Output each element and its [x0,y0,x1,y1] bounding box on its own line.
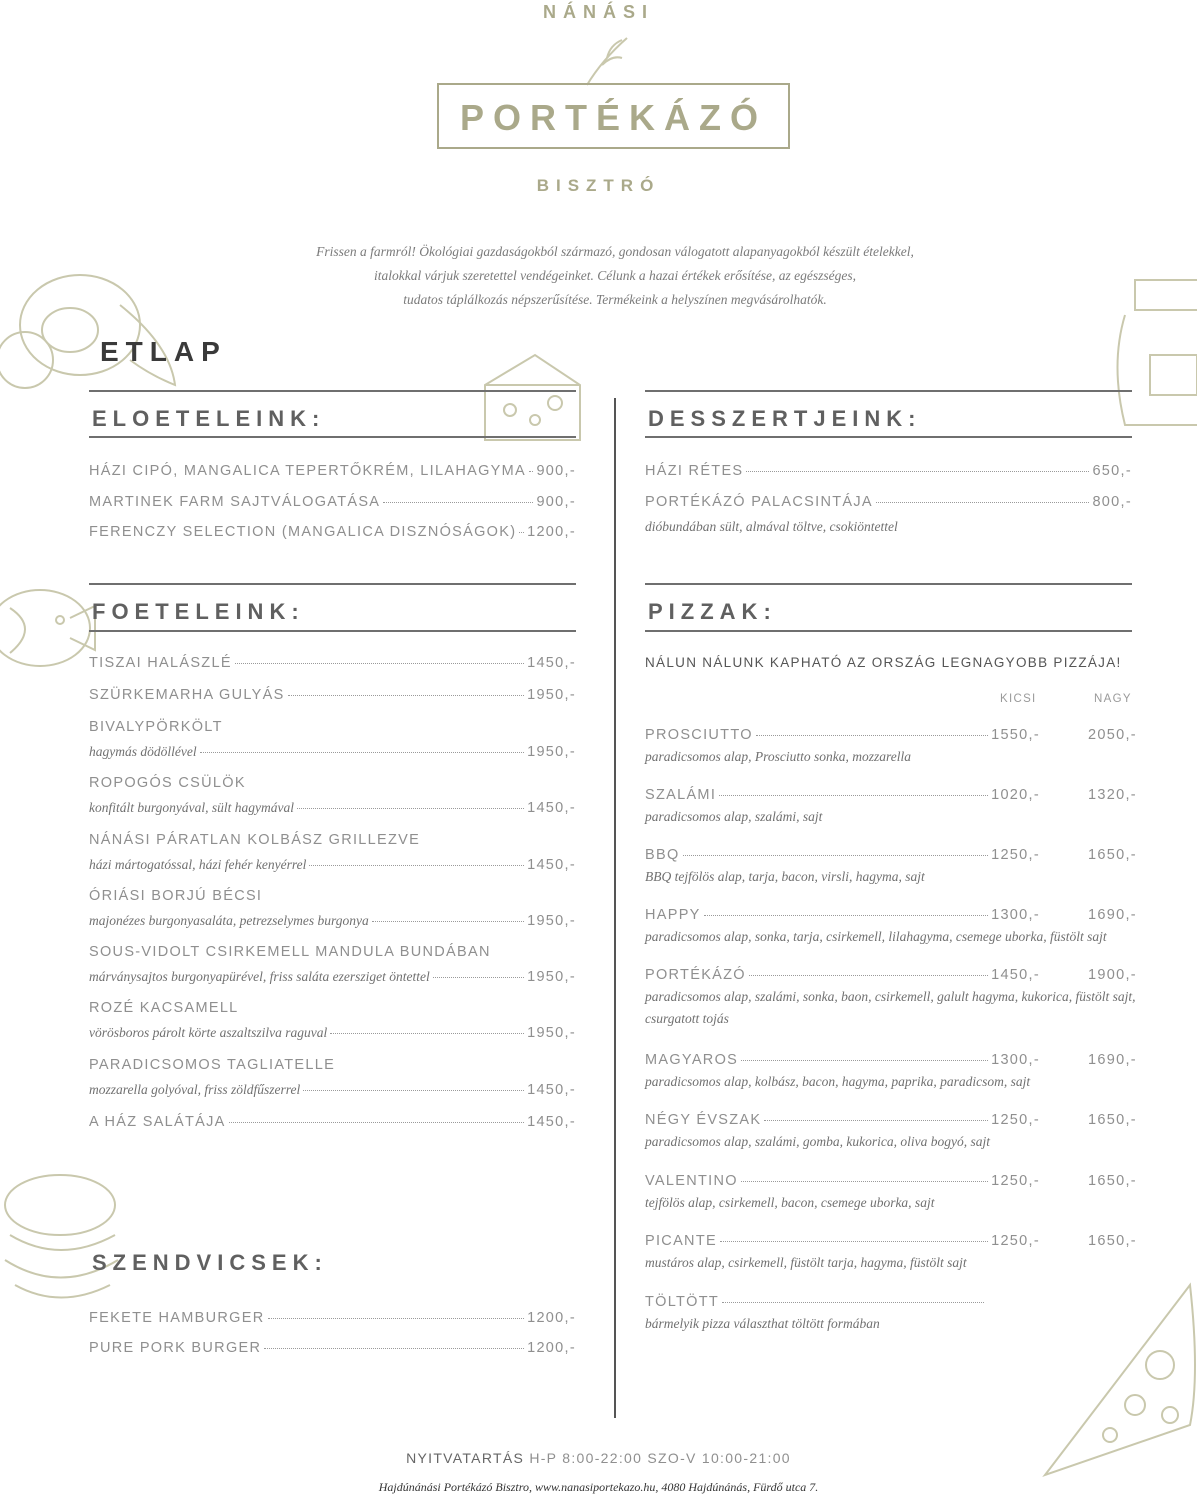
pizza-desc: mustáros alap, csirkemell, füstölt tarja, hagyma, füstölt sajt [645,1255,967,1270]
pizza-price-large: 1650,- [1088,847,1137,863]
dot-leader [268,1318,525,1319]
intro-line: Frissen a farmról! Ökológiai gazdaságokból származó, gondosan válogatott alapanyagokból készült ételekkel, [316,244,914,259]
pizza-name: HAPPY [645,907,701,923]
item-name: PURE PORK BURGER [89,1340,262,1356]
item-name: BIVALYPÖRKÖLT [89,719,223,735]
item-desc: házi mártogatóssal, házi fehér kenyérrel [89,857,307,872]
item-price: 900,- [536,463,576,479]
section-rule [89,630,576,632]
item-price: 1450,- [527,1114,576,1130]
menu-item [645,463,1132,479]
pizza-name: NÉGY ÉVSZAK [645,1112,762,1128]
wheat-icon [582,30,632,90]
item-desc: hagymás dödöllével [89,744,197,759]
item-name: SOUS-VIDOLT CSIRKEMELL MANDULA BUNDÁBAN [89,944,491,960]
pizza-price-small: 1020,- [991,787,1040,803]
item-name: A HÁZ SALÁTÁJA [89,1114,226,1130]
dot-leader [749,975,988,976]
pizza-name: BBQ [645,847,680,863]
opening-hours-label: NYITVATARTÁS [406,1450,525,1466]
dot-leader [229,1122,524,1123]
pizza-price-small: 1300,- [991,1052,1040,1068]
pizza-name: SZALÁMI [645,787,717,803]
pizza-note: NÁLUN NÁLUNK KAPHATÓ AZ ORSZÁG LEGNAGYOBB PIZZÁJA! [645,655,1122,670]
item-name: PARADICSOMOS TAGLIATELLE [89,1057,336,1073]
dot-leader [264,1348,524,1349]
opening-hours [0,1450,1197,1466]
dot-leader [746,471,1089,472]
item-desc: dióbundában sült, almával töltve, csokiöntettel [645,519,898,534]
pizza-item [645,1173,1137,1211]
pizza-price-large: 1320,- [1088,787,1137,803]
item-desc: vörösboros párolt körte aszaltszilva raguval [89,1025,328,1040]
dot-leader [383,502,533,503]
pizza-price-large: 1650,- [1088,1233,1137,1249]
pizza-name-row [645,967,1040,983]
dot-leader [876,502,1090,503]
item-price: 1200,- [527,524,576,540]
item-price: 1200,- [527,1340,576,1356]
item-price: 900,- [536,494,576,510]
pizza-price-large: 2050,- [1088,727,1137,743]
item-price: 1450,- [527,857,576,873]
dot-leader [288,695,525,696]
dot-leader [297,808,524,809]
item-price: 1450,- [527,655,576,671]
section-rule [89,390,576,392]
pizza-item [645,727,1137,765]
item-price: 1450,- [527,1082,576,1098]
pizza-name-row [645,1233,1040,1249]
dot-leader [720,1241,988,1242]
menu-item [89,1310,576,1326]
item-desc-row [89,744,576,760]
section-rule [645,436,1132,438]
pizza-item [645,1052,1137,1090]
dot-leader [433,977,524,978]
item-desc-row [89,969,576,985]
section-rule [645,583,1132,585]
section-title-pizzak: PIZZAK: [648,599,777,624]
pizza-desc: tejfölös alap, csirkemell, bacon, csemege uborka, sajt [645,1195,935,1210]
menu-item [89,687,576,703]
menu-item [89,1340,576,1356]
menu-item [89,524,576,540]
pizza-desc: BBQ tejfölös alap, tarja, bacon, virsli, hagyma, sajt [645,869,925,884]
fish-illustration [0,578,100,678]
pizza-desc: paradicsomos alap, szalámi, sajt [645,809,823,824]
logo-bottom-text: BISZTRÓ [536,176,661,195]
pizza-price-large: 1690,- [1088,907,1137,923]
dot-leader [704,915,988,916]
item-price: 1950,- [527,744,576,760]
item-name: FERENCZY SELECTION (MANGALICA DISZNÓSÁGOK) [89,524,517,540]
item-name: FEKETE HAMBURGER [89,1310,265,1326]
item-name: ROPOGÓS CSÜLÖK [89,775,246,791]
item-name: PORTÉKÁZÓ PALACSINTÁJA [645,494,873,510]
pizza-item [645,1233,1137,1271]
item-desc-row [89,857,576,873]
pizza-price-large: 1690,- [1088,1052,1137,1068]
pizza-desc: paradicsomos alap, kolbász, bacon, hagyma, paprika, paradicsom, sajt [645,1074,1031,1089]
dot-leader [235,663,524,664]
pizza-price-large: 1650,- [1088,1173,1137,1189]
pizza-name-row [645,1294,987,1310]
pizza-desc: paradicsomos alap, Prosciutto sonka, mozzarella [645,749,911,764]
dot-leader [756,735,988,736]
dot-leader [330,1033,524,1034]
pizza-name-row [645,847,1040,863]
logo-name: PORTÉKÁZÓ [459,97,767,138]
section-title-eloetelek: ELOETELEINK: [92,406,326,431]
item-desc-row [89,1025,576,1041]
pizza-price-large: 1900,- [1088,967,1137,983]
column-divider [614,398,616,1418]
pizza-name-row [645,1052,1040,1068]
dot-leader [719,795,988,796]
pizza-price-large: 1650,- [1088,1112,1137,1128]
pizza-name-row [645,1112,1040,1128]
pizza-name: PROSCIUTTO [645,727,753,743]
item-name: HÁZI CIPÓ, MANGALICA TEPERTŐKRÉM, LILAHAGYMA [89,463,526,479]
pizza-desc: paradicsomos alap, szalámi, sonka, baon, csirkemell, galult hagyma, kukorica, füstölt sajt, [645,989,1136,1004]
dot-leader [200,752,524,753]
intro-line: tudatos táplálkozás népszerűsítése. Termékeink a helyszínen megvásárolhatók. [403,292,827,307]
pizza-item [645,967,1137,1027]
section-rule [645,630,1132,632]
item-price: 1450,- [527,800,576,816]
pizza-name-row [645,1173,1040,1189]
item-desc-row [89,1082,576,1098]
pizza-desc: paradicsomos alap, szalámi, gomba, kukorica, oliva bogyó, sajt [645,1134,990,1149]
opening-hours-value: H-P 8:00-22:00 SZO-V 10:00-21:00 [529,1450,791,1466]
item-desc: majonézes burgonyasaláta, petrezselymes burgonya [89,913,369,928]
item-name: MARTINEK FARM SAJTVÁLOGATÁSA [89,494,381,510]
item-name: SZÜRKEMARHA GULYÁS [89,687,285,703]
intro-line: italokkal várjuk szeretettel vendégeinket. Célunk a hazai értékek erősítése, az egészséges, [374,268,856,283]
section-rule [89,436,576,438]
item-desc-row [89,913,576,929]
item-name: TISZAI HALÁSZLÉ [89,655,232,671]
pizza-price-small: 1300,- [991,907,1040,923]
item-desc: mozzarella golyóval, friss zöldfűszerrel [89,1082,301,1097]
section-title-desszertek: DESSZERTJEINK: [648,406,922,431]
section-title-szendvicsek: SZENDVICSEK: [92,1250,328,1275]
dot-leader [683,855,989,856]
pizza-item [645,907,1137,945]
pizza-name-row [645,787,1040,803]
section-title-foetelek: FOETELEINK: [92,599,305,624]
section-rule [645,390,1132,392]
pizza-desc: paradicsomos alap, sonka, tarja, csirkemell, lilahagyma, csemege uborka, füstölt sajt [645,929,1107,944]
dot-leader [741,1060,988,1061]
menu-item [89,1114,576,1130]
dot-leader [529,471,533,472]
intro-text [300,240,930,312]
dot-leader [764,1120,988,1121]
sandwich-illustration [0,1165,125,1315]
cheese-illustration [480,345,600,455]
item-price: 1950,- [527,913,576,929]
menu-item [89,655,576,671]
dot-leader [303,1090,524,1091]
section-rule [89,583,576,585]
pizza-price-small: 1250,- [991,847,1040,863]
pizza-name: MAGYAROS [645,1052,739,1068]
item-name: ÓRIÁSI BORJÚ BÉCSI [89,888,263,904]
menu-item [89,463,576,479]
pizza-name: VALENTINO [645,1173,738,1189]
logo-top-text: NÁNÁSI [542,2,654,22]
jar-illustration [1105,275,1197,435]
pizza-name-row [645,727,1040,743]
item-desc-row [89,800,576,816]
dot-leader [722,1302,984,1303]
pizza-name: TÖLTÖTT [645,1294,720,1310]
item-name: HÁZI RÉTES [645,463,744,479]
item-price: 1950,- [527,969,576,985]
footer-address: Hajdúnánási Portékázó Bisztro, www.nanasiportekazo.hu, 4080 Hajdúnánás, Fürdő utca 7. [378,1480,819,1494]
item-price: 1950,- [527,687,576,703]
pizza-name: PORTÉKÁZÓ [645,967,746,983]
item-price: 1950,- [527,1025,576,1041]
pizza-item [645,1112,1137,1150]
dot-leader [741,1181,988,1182]
pizza-price-small: 1550,- [991,727,1040,743]
item-name: NÁNÁSI PÁRATLAN KOLBÁSZ GRILLEZVE [89,832,421,848]
dot-leader [309,865,524,866]
dot-leader [372,921,524,922]
item-price: 1200,- [527,1310,576,1326]
pizza-price-small: 1250,- [991,1233,1040,1249]
pizza-desc: bármelyik pizza választhat töltött formában [645,1316,880,1331]
pizza-price-small: 1450,- [991,967,1040,983]
item-price: 800,- [1092,494,1132,510]
pizza-desc: csurgatott tojás [645,1011,729,1026]
pizza-price-small: 1250,- [991,1173,1040,1189]
column-header-large: NAGY [1094,693,1132,705]
item-name: ROZÉ KACSAMELL [89,1000,239,1016]
item-desc: márványsajtos burgonyapürével, friss saláta ezersziget öntettel [89,969,430,984]
dot-leader [519,532,524,533]
pizza-price-small: 1250,- [991,1112,1040,1128]
pizza-name-row [645,907,1040,923]
item-price: 650,- [1092,463,1132,479]
pizza-item [645,1294,1137,1332]
item-desc: konfitált burgonyával, sült hagymával [89,800,294,815]
menu-title: ETLAP [100,336,227,367]
menu-item [89,494,576,510]
pizza-item [645,787,1137,825]
column-header-small: KICSI [1000,693,1037,705]
pizza-item [645,847,1137,885]
pizza-name: PICANTE [645,1233,717,1249]
menu-item [645,494,1132,510]
